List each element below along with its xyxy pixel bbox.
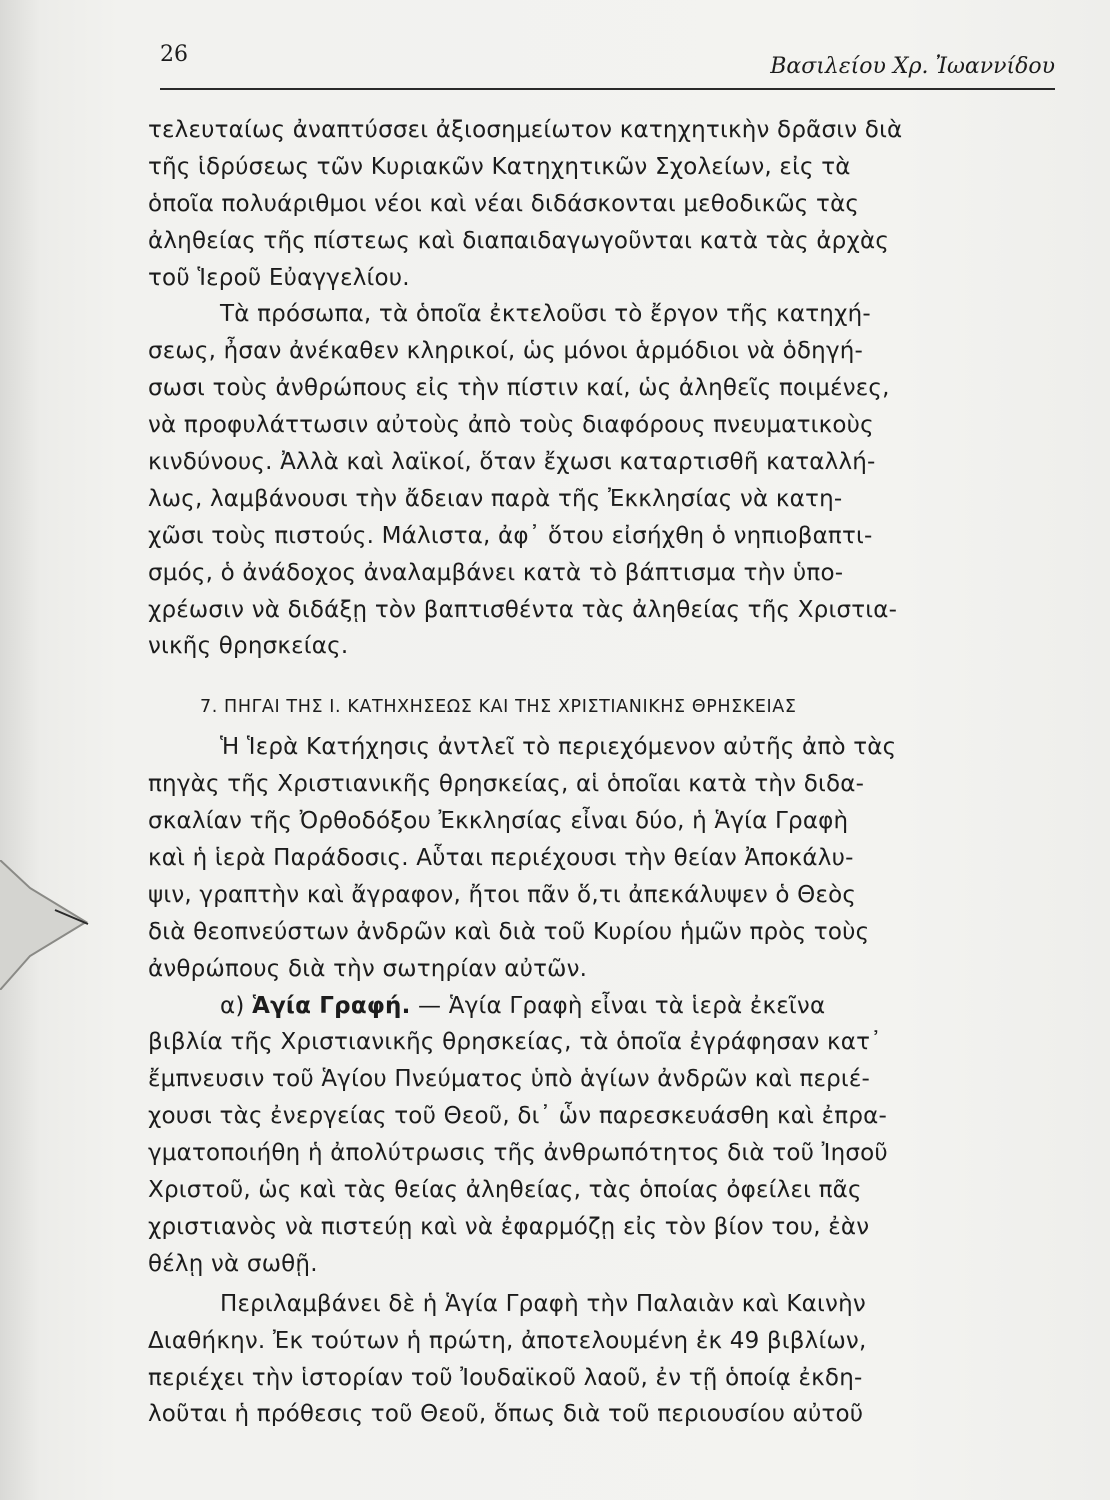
text-line: νὰ προφυλάττωσιν αὐτοὺς ἀπὸ τοὺς διαφόρους πνευματικοὺς <box>148 412 874 439</box>
subsection-title: Ἁγία Γραφή. <box>252 992 411 1019</box>
text-line: Διαθήκην. Ἐκ τούτων ἡ πρώτη, ἀποτελουμένη ἐκ 49 βιβλίων, <box>148 1327 867 1354</box>
text-line: χῶσι τοὺς πιστούς. Μάλιστα, ἀφ᾿ ὅτου εἰσήχθη ὁ νηπιοβαπτι- <box>148 522 873 549</box>
text-line: διὰ θεοπνεύστων ἀνδρῶν καὶ διὰ τοῦ Κυρίου ἡμῶν πρὸς τοὺς <box>148 918 870 945</box>
text-line: βιβλία τῆς Χριστιανικῆς θρησκείας, τὰ ὁποῖα ἐγράφησαν κατ᾿ <box>148 1029 882 1056</box>
text-line: τοῦ Ἱεροῦ Εὐαγγελίου. <box>148 264 410 291</box>
page-body <box>148 112 1053 1433</box>
paragraph <box>148 112 1053 296</box>
text-line: τῆς ἱδρύσεως τῶν Κυριακῶν Κατηχητικῶν Σχολείων, εἰς τὰ <box>148 153 851 180</box>
text-line: περιέχει τὴν ἱστορίαν τοῦ Ἰουδαϊκοῦ λαοῦ, ἐν τῇ ὁποίᾳ ἐκδη- <box>148 1364 863 1391</box>
text-line: λως, λαμβάνουσι τὴν ἄδειαν παρὰ τῆς Ἐκκλησίας νὰ κατη- <box>148 485 843 512</box>
text-line: ἔμπνευσιν τοῦ Ἁγίου Πνεύματος ὑπὸ ἁγίων ἀνδρῶν καὶ περιέ- <box>148 1066 870 1093</box>
paragraph <box>148 1286 1053 1434</box>
text-line: νικῆς θρησκείας. <box>148 633 349 660</box>
text-line: πηγὰς τῆς Χριστιανικῆς θρησκείας, αἱ ὁποῖαι κατὰ τὴν διδα- <box>148 771 865 798</box>
page-number: 26 <box>160 42 188 67</box>
text-line: ψιν, γραπτὴν καὶ ἄγραφον, ἤτοι πᾶν ὅ,τι ἀπεκάλυψεν ὁ Θεὸς <box>148 881 857 908</box>
text-line: ἀνθρώπους διὰ τὴν σωτηρίαν αὐτῶν. <box>148 955 588 982</box>
text-line: θέλῃ νὰ σωθῇ. <box>148 1250 318 1277</box>
subsection-first-line: — Ἁγία Γραφὴ εἶναι τὰ ἱερὰ ἐκεῖνα <box>418 992 826 1019</box>
text-line: γματοποιήθη ἡ ἀπολύτρωσις τῆς ἀνθρωπότητος διὰ τοῦ Ἰησοῦ <box>148 1140 888 1167</box>
subsection-label: α) <box>220 992 245 1019</box>
text-line <box>148 988 1053 1025</box>
text-line: Τὰ πρόσωπα, τὰ ὁποῖα ἐκτελοῦσι τὸ ἔργον τῆς κατηχή- <box>220 301 871 328</box>
text-line: τελευταίως ἀναπτύσσει ἀξιοσημείωτον κατηχητικὴν δρᾶσιν διὰ <box>148 117 903 143</box>
running-head: Βασιλείου Χρ. Ἰωαννίδου <box>770 54 1055 79</box>
text-line: ὁποῖα πολυάριθμοι νέοι καὶ νέαι διδάσκονται μεθοδικῶς τὰς <box>148 190 860 217</box>
paragraph <box>148 729 1053 987</box>
text-line: Ἡ Ἱερὰ Κατήχησις ἀντλεῖ τὸ περιεχόμενον αὐτῆς ἀπὸ τὰς <box>220 734 897 761</box>
section-heading: 7. ΠΗΓΑΙ ΤΗΣ Ι. ΚΑΤΗΧΗΣΕΩΣ ΚΑΙ ΤΗΣ ΧΡΙΣΤΙΑΝΙΚΗΣ ΘΡΗΣΚΕΙΑΣ <box>200 697 797 718</box>
text-line: κινδύνους. Ἀλλὰ καὶ λαϊκοί, ὅταν ἔχωσι καταρτισθῆ καταλλή- <box>148 449 876 476</box>
text-line: χριστιανὸς νὰ πιστεύῃ καὶ νὰ ἐφαρμόζῃ εἰς τὸν βίον του, ἐὰν <box>148 1213 870 1240</box>
subsection-holy-scripture <box>148 988 1053 1283</box>
text-line: σωσι τοὺς ἀνθρώπους εἰς τὴν πίστιν καί, ὡς ἀληθεῖς ποιμένες, <box>148 375 890 402</box>
text-line: καὶ ἡ ἱερὰ Παράδοσις. Αὗται περιέχουσι τὴν θείαν Ἀποκάλυ- <box>148 845 854 872</box>
text-line: Περιλαμβάνει δὲ ἡ Ἁγία Γραφὴ τὴν Παλαιὰν καὶ Καινὴν <box>220 1290 866 1317</box>
text-line: ἀληθείας τῆς πίστεως καὶ διαπαιδαγωγοῦνται κατὰ τὰς ἀρχὰς <box>148 227 890 254</box>
text-line: σεως, ἦσαν ἀνέκαθεν κληρικοί, ὡς μόνοι ἁρμόδιοι νὰ ὁδηγή- <box>148 338 864 365</box>
text-line: Χριστοῦ, ὡς καὶ τὰς θείας ἀληθείας, τὰς ὁποίας ὀφείλει πᾶς <box>148 1177 862 1204</box>
text-line: χρέωσιν νὰ διδάξῃ τὸν βαπτισθέντα τὰς ἀληθείας τῆς Χριστια- <box>148 596 898 623</box>
paragraph <box>148 296 1053 665</box>
text-line: σκαλίαν τῆς Ὀρθοδόξου Ἐκκλησίας εἶναι δύο, ἡ Ἁγία Γραφὴ <box>148 808 849 835</box>
text-line: λοῦται ἡ πρόθεσις τοῦ Θεοῦ, ὅπως διὰ τοῦ περιουσίου αὐτοῦ <box>148 1401 864 1428</box>
page-header <box>160 38 1055 90</box>
text-line: σμός, ὁ ἀνάδοχος ἀναλαμβάνει κατὰ τὸ βάπτισμα τὴν ὑπο- <box>148 559 844 586</box>
page-fold-shadow <box>0 860 90 990</box>
text-line: χουσι τὰς ἐνεργείας τοῦ Θεοῦ, δι᾿ ὧν παρεσκευάσθη καὶ ἐπρα- <box>148 1103 887 1130</box>
